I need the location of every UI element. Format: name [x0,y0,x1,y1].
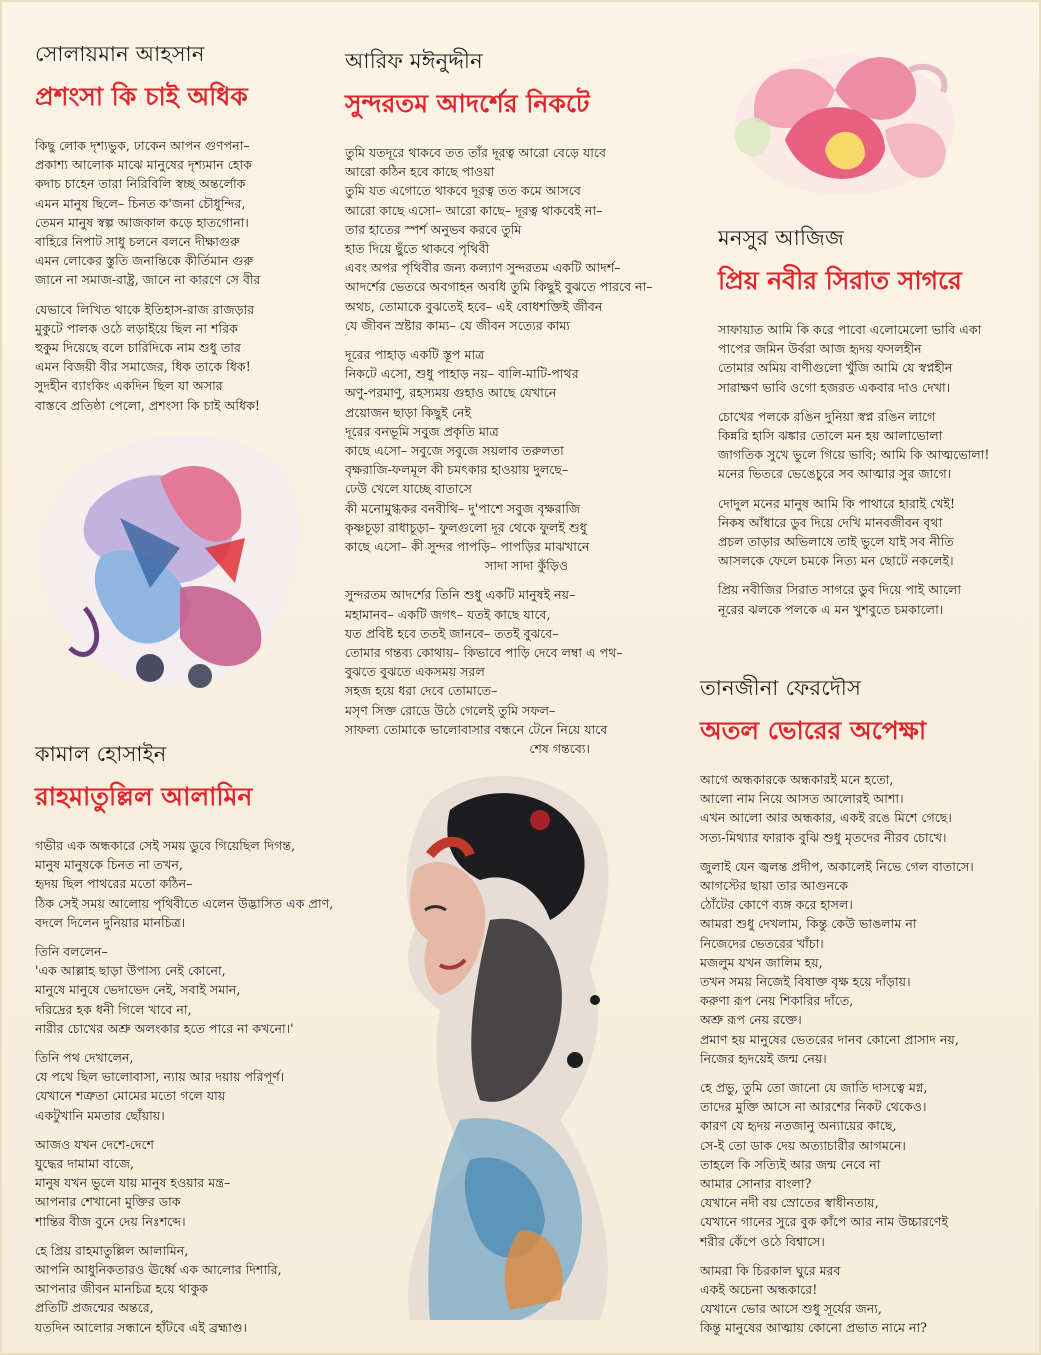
poem-line: আপনার শেখানো মুক্তির ডাক [35,1194,181,1210]
poem-line: তাদের মুক্তি আসে না আরশের নিকট থেকেও। [700,1099,927,1115]
poem-line: সত্য-মিথ্যার ফারাক বুঝি শুধু মৃতদের নীরব চোখে। [700,829,947,845]
poem-line: আগে অন্ধকারকে অন্ধকারই মনে হতো, [700,772,894,787]
stanza [700,770,974,847]
poem-line: প্রচল তাড়ার অভিলাষে তাই ভুলে যাই সব নীতি [718,534,954,550]
stanza [718,320,989,397]
poem-line: যে জীবন স্রষ্টার কাম্য– যে জীবন সত্যের কাম্য [345,317,570,333]
stanza [345,345,690,575]
poem-line: ঢেউ খেলে যাচ্ছে বাতাসে [345,481,472,497]
poem-line: প্রয়োজন ছাড়া কিছুই নেই [345,404,472,420]
poem-line: নিকষ আঁধারে ডুব দিয়ে দেখি মানবজীবন বৃথা [718,514,943,530]
poem-line: সুন্দরতম আদর্শের তিনি শুধু একটি মানুষই নয়– [345,587,576,603]
poem-line: এখন আলো আর অন্ধকার, একই রঙে মিশে গেছে। [700,810,952,826]
stanza [345,585,690,758]
poem-line: এমন মানুষ ছিলে– চিনত ক'জনা চৌধুন্দির, [35,195,246,211]
poem-line: ঠোঁটের কোণে ব্যঙ্গ করে হাসল। [700,897,853,913]
poem-line: আপনি আধুনিকতারও ঊর্ধ্বে এক আলোর দিশারি, [35,1262,282,1278]
poem-line: আগস্টের ছায়া তার আগুনকে [700,878,849,894]
poem-line: কৃষ্ণচূড়া রাধাচূড়া– ফুলগুলো দূর থেকে ফুলই শুধু [345,519,587,535]
poem-line: বাস্তবে প্রতিষ্ঠা পেলো, প্রশংসা কি চাই অধিক! [35,397,260,413]
poem-line: নারীর চোখের অশ্রু অলংকার হতে পারে না কখনো।' [35,1020,294,1036]
poem-line: আরো কঠিন হবে কাছে পাওয়া [345,164,495,180]
poem-line: আলো নাম নিয়ে আসত আলোরই আশা। [700,791,904,807]
poem-line: বদলে দিলেন দুনিয়ার মানচিত্র। [35,914,186,930]
poem-author: কামাল হোসাইন [35,742,167,766]
flower-illustration [715,30,975,210]
stanza [35,136,260,290]
poem-line: তখন সময় নিজেই বিষাক্ত বৃক্ষ হয়ে দাঁড়ায়। [700,974,911,990]
poem-line: সাফল্য তোমাকে ভালোবাসার বন্ধনে টেনে নিয়ে যাবে [345,721,608,737]
poem-line: প্রমাণ হয় মানুষের ভেতরের দানব কোনো প্রাসাদ নয়, [700,1031,959,1047]
poem-line: আসলকে ফেলে চমকে নিত্য মন ছোটে নকলেই। [718,553,954,569]
poem-line: কাছে এসো– কী সুন্দর পাপড়ি– পাপড়ির মাঝখানে [345,539,590,555]
abstract-painting [30,408,320,708]
poem-line: করুণা রূপ নেয় শিকারির দাঁতে, [700,993,854,1009]
poem-kamal-hossain [35,738,333,1347]
poem-line: যেখানে গানের সুরে বুক কাঁপে আর নাম উচ্চারণেই [700,1214,948,1230]
stanza [718,580,989,618]
poem-line: সহজ হয়ে ধরা দেবে তোমাতে– [345,683,498,699]
poem-line: হুকুম দিয়েছে বলে চারিদিকে নাম শুধু তার [35,340,241,356]
poem-line: গভীর এক অন্ধকারে সেই সময় ডুবে গিয়েছিল দিগন্ত, [35,838,296,853]
poem-line: শান্তির বীজ বুনে দেয় নিঃশব্দে। [35,1213,186,1229]
poem-line: যুদ্ধের দামামা বাজে, [35,1156,135,1172]
poem-line: একটুখানি মমতার ছোঁয়ায়। [35,1107,165,1123]
poem-line: জানে না সমাজ-রাষ্ট্র, জানে না কারণে সে বীর [35,272,261,288]
poem-line: কিছু লোক দৃশ্যভুক, ঢাকেন আপন গুণপনা– [35,138,250,153]
poem-line: তিনি পথ দেখালেন, [35,1050,134,1066]
poem-line: কদাচ চাহেন তারা নিরিবিলি স্বচ্ছ অন্তর্লোক [35,176,246,192]
stanza [35,836,333,932]
poem-monsur-aziz [718,222,989,629]
poem-line: তুমি যত এগোতে থাকবে দূরত্ব তত কমে আসবে [345,183,581,199]
poem-line: 'এক আল্লাহ ছাড়া উপাস্য নেই কোনো, [35,963,226,979]
poem-author: সোলায়মান আহসান [35,42,205,66]
poem-arif-moinuddin [345,45,690,768]
poem-line: পাপের জমিন উর্বরা আজ হৃদয় ফসলহীন [718,341,922,357]
stanza [345,143,690,335]
poem-line: চোখের পলকে রঙিন দুনিয়া স্বপ্ন রঙিন লাগে [718,408,936,424]
stanza [700,1261,974,1338]
poem-line: যে পথে ছিল ভালোবাসা, ন্যায় আর দয়ায় পরিপূর্ণ। [35,1069,285,1085]
poem-line: যেখানে শত্রুতা মোমের মতো গলে যায় [35,1088,226,1104]
stanza [35,1048,333,1125]
poem-line: এমন বিজয়ী বীর সমাজের, ধিক তাকে ধিক! [35,359,251,375]
poem-line: শরীর কেঁপে ওঠে বিশ্বাসে। [700,1233,825,1249]
poem-line: বৃক্ষরাজি-ফলমূল কী চমৎকার হাওয়ায় দুলছে– [345,462,569,478]
stanza [35,300,260,415]
poem-line: সারাক্ষণ ভাবি ওগো হজরত একবার দাও দেখা। [718,379,951,395]
poem-line: দরিদ্রের হক ধনী গিলে খাবে না, [35,1001,192,1017]
poem-line: তুমি যতদূরে থাকবে তত তাঁর দূরত্ব আরো বেড়ে যাবে [345,145,606,160]
poem-line: মনের ভিতরে ভেঙেচুরে সব আত্মার সুর জাগে। [718,466,952,482]
poem-line: শেষ গন্তব্যে। [529,741,590,757]
poem-line: দূরের বনভূমি সবুজ প্রকৃতি মাত্র [345,423,499,439]
poem-line: দোদুল মনের মানুষ আমি কি পাথারে হারাই খেই! [718,495,956,511]
poem-line: ঠিক সেই সময় আলোয় পৃথিবীতে এলেন উদ্ভাসিত এক প্রাণ, [35,895,334,911]
poem-line: নিজেদের ভেতরের খাঁচা। [700,935,824,951]
poem-title: প্রিয় নবীর সিরাত সাগরে [718,266,962,295]
poem-line: দূরের পাহাড় একটি স্তূপ মাত্র [345,347,485,363]
poem-line: মানুষে মানুষে ভেদাভেদ নেই, সবাই সমান, [35,982,241,998]
poem-line: অশ্রু রূপ নেয় রক্তে। [700,1012,802,1028]
poem-line: হৃদয় ছিল পাথরের মতো কঠিন– [35,876,193,892]
poem-line: আদর্শের ভেতরে অবগাহন অবধি তুমি কিছুই বুঝতে পারবে না– [345,279,653,295]
poem-line: মহামানব– একটি জগৎ– যতই কাছে যাবে, [345,606,551,622]
poem-line: তেমন মানুষ স্বল্প আজকাল কড়ে হাতগোনা। [35,214,249,230]
poem-title: রাহমাতুল্লিল আলামিন [35,782,253,811]
stanza [35,942,333,1038]
poem-line: কারণ যে হৃদয় নতজানু অন্যায়ের কাছে, [700,1118,897,1134]
poem-line: হে প্রভু, তুমি তো জানো যে জাতি দাসত্বে মগ্ন, [700,1080,928,1096]
poem-line: নিজের হৃদয়েই জন্ম নেয়। [700,1050,827,1066]
poem-line: জুলাই যেন জ্বলন্ত প্রদীপ, অকালেই নিভে গেল বাতাসে। [700,858,974,874]
poem-line: নিকটে এসো, শুধু পাহাড় নয়– বালি-মাটি-পাথর [345,366,579,382]
poem-line: বাহিরে নিপাট সাধু চলনে বলনে দীক্ষাগুরু [35,234,240,250]
stanza [718,494,989,571]
poem-line: সাফায়াত আমি কি করে পাবো এলোমেলো ভাবি একা [718,322,982,337]
poem-tanzina-ferdous [700,672,974,1348]
poem-line: আরো কাছে এসো– আরো কাছে– দূরত্ব থাকবেই না– [345,202,603,218]
poem-line: প্রতিটি প্রজন্মের অন্তরে, [35,1300,154,1316]
stanza [35,1241,333,1337]
poem-line: তোমার অমিয় বাণীগুলো খুঁজি আমি যে স্বপ্নহীন [718,360,953,376]
poem-line: আমরা শুধু দেখলাম, কিন্তু কেউ ভাঙলাম না [700,916,917,932]
poem-line: নূরের ঝলকে পলকে এ মন খুশবুতে চমকালো। [718,601,944,617]
poem-line: তোমার গন্তব্য কোথায়– কিভাবে পাড়ি দেবে লম্বা এ পথ– [345,645,623,661]
poem-line: আমার সোনার বাংলা? [700,1176,812,1192]
poem-suleman-ahsan [35,38,260,425]
poem-title: সুন্দরতম আদর্শের নিকটে [345,89,590,118]
poem-line: কিন্নরি হাসি ঝঙ্কার তোলে মন হয় আলাভোলা [718,428,943,444]
poem-line: হে প্রিয় রাহমাতুল্লিল আলামিন, [35,1242,189,1258]
poem-line: অথচ, তোমাকে বুঝতেই হবে– এই বোধশক্তিই জীবন [345,298,603,314]
poem-line: সাদা সাদা কুঁড়িও [485,558,569,574]
poem-line: সে-ই তো ডাক দেয় অত্যাচারীর আগমনে। [700,1137,906,1153]
poem-line: হাত দিয়ে ছুঁতে থাকবে পৃথিবী [345,241,490,257]
poem-line: একই অচেনা অন্ধকারে! [700,1282,818,1298]
poem-line: যেখানে নদী বয় স্রোতের স্বাধীনতায়, [700,1195,879,1211]
poem-line: মসৃণ সিক্ত রোডে উঠে গেলেই তুমি সফল– [345,702,556,718]
poem-line: জাগতিক সুখে ভুলে গিয়ে ভাবি; আমি কি আত্মভোলা! [718,447,990,463]
poem-line: এমন লোকের স্তুতি জনান্তিকে কীর্তিমান গুরু [35,253,254,269]
poem-line: তিনি বললেন– [35,944,108,960]
poem-line: আমরা কি চিরকাল ঘুরে মরব [700,1262,841,1278]
portrait-painting [370,760,670,1330]
poem-line: মানুষ মানুষকে চিনত না তখন, [35,857,183,873]
poem-line: যেখানে ভোর আসে শুধু সূর্যের জন্য, [700,1301,882,1317]
poem-line: সুদহীন ব্যাংকিং একদিন ছিল যা অসার [35,378,223,394]
poem-line: অণু-পরমাণু, রহস্যময় গুহাও আছে যেখানে [345,385,557,401]
poem-line: আজও যখন দেশে-দেশে [35,1136,155,1152]
poem-line: তার হাতের স্পর্শ অনুভব করবে তুমি [345,221,522,237]
poem-line: প্রিয় নবীজির সিরাত সাগরে ডুব দিয়ে পাই আলো [718,582,962,598]
poem-author: আরিফ মঈনুদ্দীন [345,49,483,73]
poem-line: আপনার জীবন মানচিত্র হয়ে থাকুক [35,1281,209,1297]
stanza [35,1135,333,1231]
poem-line: তাহলে কি সত্যিই আর জন্ম নেবে না [700,1156,881,1172]
poem-author: মনসুর আজিজ [718,226,844,250]
poem-line: বুঝতে বুঝতে একসময় সরল [345,664,485,680]
poem-author: তানজীনা ফেরদৌস [700,676,862,700]
poem-line: যত প্রবিষ্ট হবে ততই জানবে– ততই বুঝবে– [345,625,559,641]
poem-title: প্রশংসা কি চাই অধিক [35,82,248,111]
poem-line: মুকুটে পালক ওঠে লড়াইয়ে ছিল না শরিক [35,320,238,336]
poem-title: অতল ভোরের অপেক্ষা [700,716,927,745]
stanza [700,1078,974,1251]
stanza [700,857,974,1068]
poem-line: এবং অপর পৃথিবীর জন্য কল্যাণ সুন্দরতম একটি আদর্শ– [345,260,621,276]
poem-line: কী মনোমুগ্ধকর বনবীথি– দু'পাশে সবুজ বৃক্ষরাজি [345,500,581,516]
poem-line: যতদিন আলোর সন্ধানে হাঁটবে এই ব্রহ্মাণ্ড। [35,1319,248,1335]
poem-line: প্রকাশ্য আলোক মাঝে মানুষের দৃশ্যমান হোক [35,157,252,173]
poem-line: কাছে এসো– সবুজে সবুজে সয়লাব তরুলতা [345,443,564,459]
poem-line: মজলুম যখন জালিম হয়, [700,954,823,970]
stanza [718,407,989,484]
poem-line: কিন্তু মানুষের আত্মায় কোনো প্রভাত নামে না? [700,1320,927,1336]
poem-line: মানুষ যখন ভুলে যায় মানুষ হওয়ার মন্ত্র– [35,1175,231,1191]
poem-line: যেভাবে লিখিত থাকে ইতিহাস-রাজ রাজড়ার [35,301,255,317]
